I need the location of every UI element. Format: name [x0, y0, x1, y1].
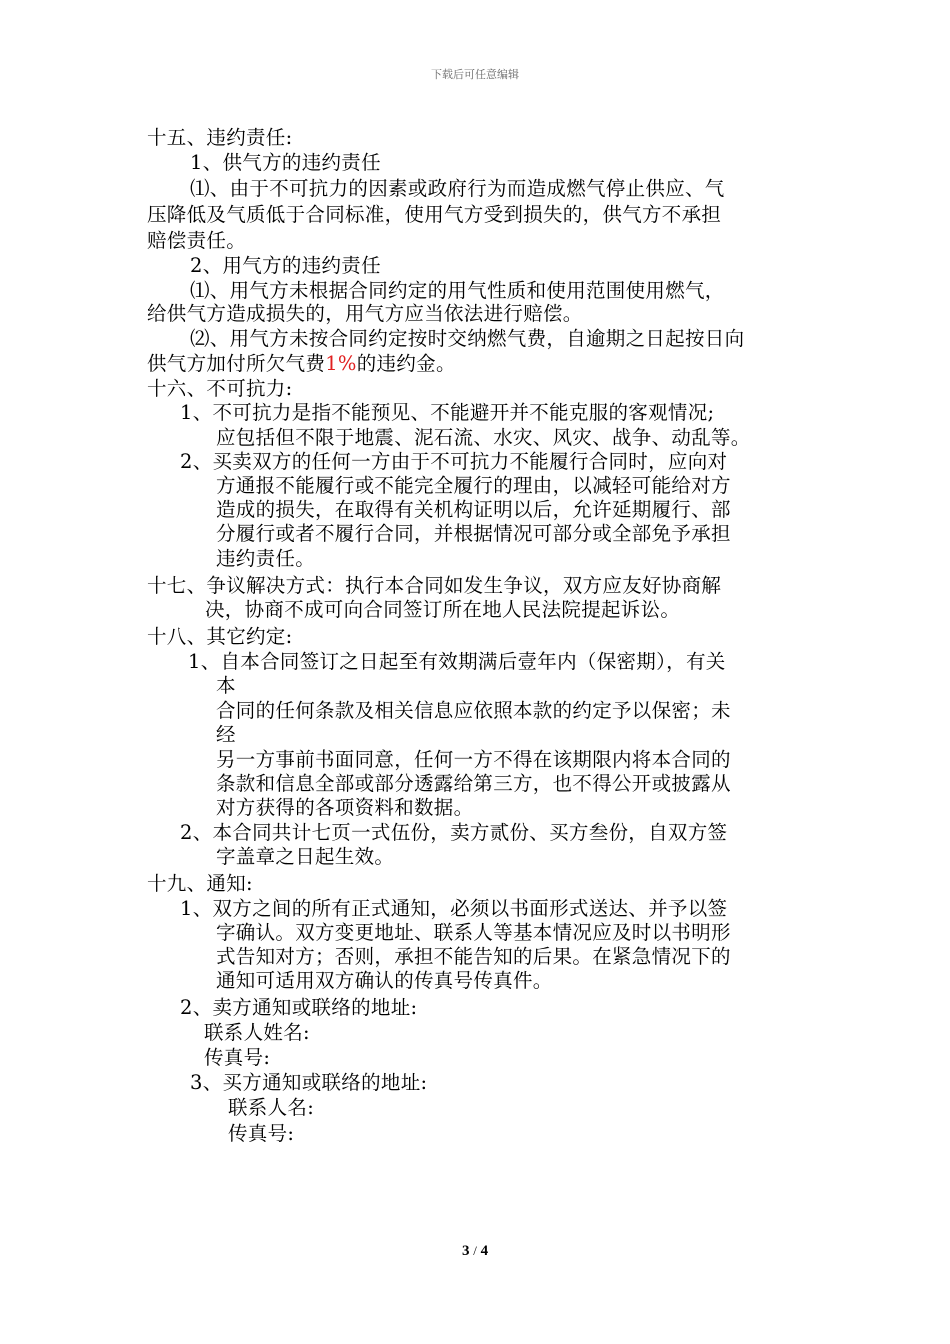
section-15-p2-line: ⑴、用气方未根据合同约定的用气性质和使用范围使用燃气，	[190, 279, 725, 302]
section-18-item1-line: 合同的任何条款及相关信息应依照本款的约定予以保密；未	[216, 699, 731, 722]
section-15-p2-line: 给供气方造成损失的，用气方应当依法进行赔偿。	[147, 302, 583, 325]
section-18-item1-line: 另一方事前书面同意，任何一方不得在该期限内将本合同的	[216, 748, 731, 771]
buyer-fax-label: 传真号:	[228, 1122, 295, 1145]
current-page: 3	[461, 1243, 470, 1259]
section-16-item2-line: 造成的损失，在取得有关机构证明以后，允许延期履行、部	[216, 498, 731, 521]
seller-contact-label: 联系人姓名:	[204, 1021, 310, 1044]
page-number	[0, 1243, 950, 1260]
section-16-item2-line: 分履行或者不履行合同，并根据情况可部分或全部免予承担	[216, 522, 731, 545]
section-15-sub1: 1、供气方的违约责任	[190, 151, 381, 174]
page-separator: /	[473, 1243, 477, 1258]
buyer-address-label: 3、买方通知或联络的地址:	[190, 1071, 428, 1094]
section-16-item2-line: 违约责任。	[216, 547, 316, 570]
section-19-title: 十九、通知:	[147, 872, 253, 895]
section-15-p1-line: ⑴、由于不可抗力的因素或政府行为而造成燃气停止供应、气	[190, 177, 725, 200]
section-15-title: 十五、违约责任:	[147, 126, 293, 149]
section-18-item1-line: 对方获得的各项资料和数据。	[216, 796, 474, 819]
p3-post: 的违约金。	[356, 352, 456, 375]
section-17-line: 决，协商不成可向合同签订所在地人民法院提起诉讼。	[205, 598, 681, 621]
seller-address-label: 2、卖方通知或联络的地址:	[180, 996, 418, 1019]
p3-pre: 供气方加付所欠气费	[147, 352, 326, 375]
section-17-line: 十七、争议解决方式：执行本合同如发生争议，双方应友好协商解	[147, 574, 722, 597]
seller-fax-label: 传真号:	[204, 1046, 271, 1069]
section-15-p1-line: 压降低及气质低于合同标准，使用气方受到损失的，供气方不承担	[147, 203, 722, 226]
section-19-item1-line: 1、双方之间的所有正式通知，必须以书面形式送达、并予以签	[180, 897, 728, 920]
section-16-item1-line: 应包括但不限于地震、泥石流、水灾、风灾、战争、动乱等。	[216, 426, 751, 449]
section-16-item2-line: 方通报不能履行或不能完全履行的理由，以减轻可能给对方	[216, 474, 731, 497]
section-16-item2-line: 2、买卖双方的任何一方由于不可抗力不能履行合同时，应向对	[180, 450, 728, 473]
section-18-item1-line: 条款和信息全部或部分透露给第三方，也不得公开或披露从	[216, 772, 731, 795]
section-19-item1-line: 通知可适用双方确认的传真号传真件。	[216, 969, 553, 992]
section-15-p1-line: 赔偿责任。	[147, 229, 247, 252]
section-15-p3-line: ⑵、用气方未按合同约定按时交纳燃气费，自逾期之日起按日向	[190, 327, 745, 350]
buyer-contact-label: 联系人名:	[228, 1096, 315, 1119]
section-18-title: 十八、其它约定:	[147, 625, 293, 648]
section-19-item1-line: 字确认。双方变更地址、联系人等基本情况应及时以书明形	[216, 921, 731, 944]
section-16-title: 十六、不可抗力:	[147, 377, 293, 400]
section-18-item1-line: 本	[216, 674, 236, 697]
section-18-item1-line: 1、自本合同签订之日起至有效期满后壹年内（保密期），有关	[188, 650, 726, 673]
section-18-item2-line: 字盖章之日起生效。	[216, 845, 395, 868]
section-19-item1-line: 式告知对方；否则，承担不能告知的后果。在紧急情况下的	[216, 945, 731, 968]
section-15-sub2: 2、用气方的违约责任	[190, 254, 381, 277]
late-fee-rate: 1%	[325, 352, 357, 375]
page-header: 下载后可任意编辑	[431, 68, 519, 81]
section-15-p3-line	[147, 352, 456, 376]
total-pages: 4	[480, 1243, 489, 1259]
section-18-item1-line: 经	[216, 723, 236, 746]
section-16-item1-line: 1、不可抗力是指不能预见、不能避开并不能克服的客观情况;	[180, 401, 715, 424]
section-18-item2-line: 2、本合同共计七页一式伍份，卖方贰份、买方叁份，自双方签	[180, 821, 728, 844]
